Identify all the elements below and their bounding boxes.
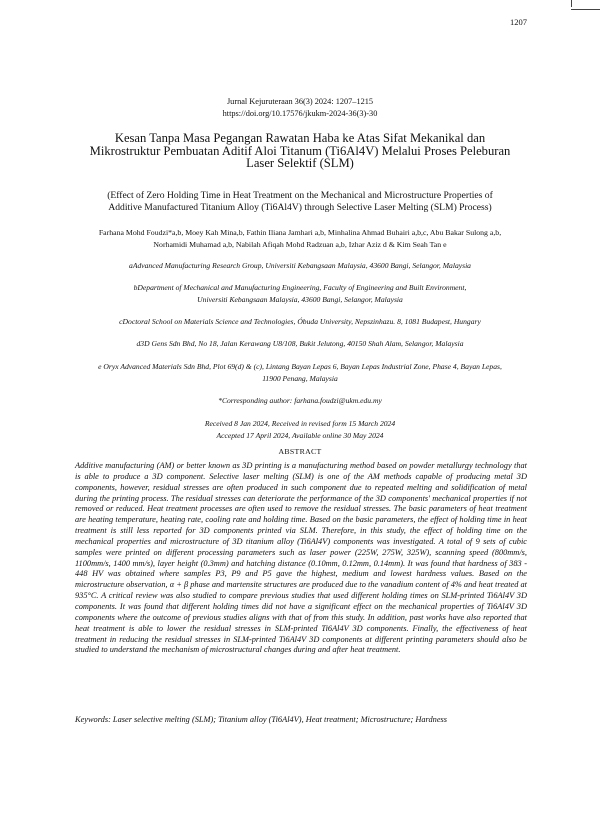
affiliation-line: e Oryx Advanced Materials Sdn Bhd, Plot 69(d) & (c), Lintang Bayan Lepas 6, Bayan Lepas Industrial Zone, Phase 4, Bayan Lepas, <box>98 362 502 371</box>
english-title <box>0 190 600 214</box>
affiliation-line: d3D Gens Sdn Bhd, No 18, Jalan Kerawang U8/108, Bukit Jelutong, 40150 Shah Alam, Selangor, Malaysia <box>136 339 464 348</box>
affiliation-line: cDoctoral School on Materials Science and Technologies, Óbuda University, Nepszinhazu. 8, 1081 Budapest, Hungary <box>119 317 481 326</box>
authors-line: Farhana Mohd Foudzi*a,b, Moey Kah Mina,b, Fathin Iliana Jamhari a,b, Minhalina Ahmad Buhairi a,b,c, Abu Bakar Sulong a,b, <box>98 228 502 237</box>
subtitle-line: (Effect of Zero Holding Time in Heat Treatment on the Mechanical and Microstructure Properties of <box>107 190 493 201</box>
subtitle-line: Additive Manufactured Titanium Alloy (Ti6Al4V) through Selective Laser Melting (SLM) Process) <box>108 202 492 213</box>
affiliation-line: aAdvanced Manufacturing Research Group, Universiti Kebangsaan Malaysia, 43600 Bangi, Selangor, Malaysia <box>129 261 471 270</box>
journal-name: Jurnal Kejuruteraan 36(3) 2024: 1207–1215 <box>226 97 374 106</box>
affiliation-line: bDepartment of Mechanical and Manufacturing Engineering, Faculty of Engineering and Built Environment, <box>133 283 467 292</box>
accepted-date: Accepted 17 April 2024, Available online 30 May 2024 <box>216 431 384 440</box>
title-line: Kesan Tanpa Masa Pegangan Rawatan Haba ke Atas Sifat Mekanikal dan <box>114 131 486 145</box>
crop-mark <box>571 9 600 10</box>
affiliation-d <box>0 338 600 350</box>
journal-citation <box>0 96 600 120</box>
title-line: Laser Selektif (SLM) <box>246 156 354 170</box>
affiliation-b <box>0 282 600 306</box>
affiliation-line: 11900 Penang, Malaysia <box>262 374 338 383</box>
title-line: Mikrostruktur Pembuatan Aditif Aloi Titanum (Ti6Al4V) Melalui Proses Peleburan <box>89 143 511 158</box>
abstract-text: Additive manufacturing (AM) or better known as 3D printing is a manufacturing method based on powder metallurgy technology that is able to produce a 3D component. Selective laser melting (SLM) is one of the AM methods capable of producing metal 3D components, however, residual stresses are often produced in such component due to repeated melting and solidification of metal during the printing process. The residual stresses can deteriorate the performance of the 3D components' mechanical properties if not removed or reduced. Heat treatment processes are often used to remove the residual stresses. The basic parameters of heat treatment are heating temperature, heating rate, cooling rate and holding time. Based on the basic parameters, the effect of holding time in heat treatment is still less reported for 3D components printed via SLM. Therefore, in this study, the effect of holding time on the mechanical properties and microstructure of 3D titanium alloy (Ti6Al4V) components was investigated. A total of 9 sets of cubic samples were printed on different processing parameters such as laser power (225W, 275W, 325W), scanning speed (800mm/s, 1100mm/s, 1400 mm/s), layer height (0.3mm) and hatching distance (0.10mm, 0.12mm, 0.14mm). It was found that hardness of 383 - 448 HV was obtained where samples P3, P9 and P5 gave the highest, medium and lowest hardness values. Based on the microstructure observation, α + β phase and martensite structures are produced due to the vanadium content of 4% and heat treated at 935°C. A critical review was also studied to compare previous studies that used different holding times on SLM-printed Ti6Al4V 3D components. It was found that different holding times did not have a significant effect on the mechanical properties of Ti6Al4V 3D components where the outcome of previous studies aligns with that of from this study. In addition, past works have also reported that heat treatment is able to lower the residual stresses in SLM-printed Ti6Al4V 3D components. Finally, the effectiveness of heat treatment in reducing the residual stresses in SLM-printed Ti6Al4V 3D components at different printing parameters should also be studied to understand the mechanism of microstructural changes during and after heat treatment. <box>75 461 527 655</box>
affiliation-a <box>0 260 600 272</box>
received-date: Received 8 Jan 2024, Received in revised form 15 March 2024 <box>204 419 396 428</box>
affiliation-c <box>0 316 600 328</box>
authors-line: Norhamidi Muhamad a,b, Nabilah Afiqah Mohd Radzuan a,b, Izhar Aziz d & Kim Seah Tan e <box>153 239 447 249</box>
corresponding-author: *Corresponding author: farhana.foudzi@ukm.edu.my <box>218 396 382 405</box>
paper-title <box>0 132 600 170</box>
authors <box>0 227 600 250</box>
keywords: Keywords: Laser selective melting (SLM); Titanium alloy (Ti6Al4V), Heat treatment; Microstructure; Hardness <box>75 715 448 724</box>
abstract-heading: ABSTRACT <box>278 447 322 456</box>
crop-mark <box>571 0 572 7</box>
affiliation-line: Universiti Kebangsaan Malaysia, 43600 Bangi, Selangor, Malaysia <box>197 295 403 304</box>
dates <box>0 418 600 442</box>
page-number: 1207 <box>510 17 527 27</box>
doi-link[interactable]: https://doi.org/10.17576/jkukm-2024-36(3)-30 <box>222 109 378 118</box>
affiliation-e <box>0 361 600 385</box>
